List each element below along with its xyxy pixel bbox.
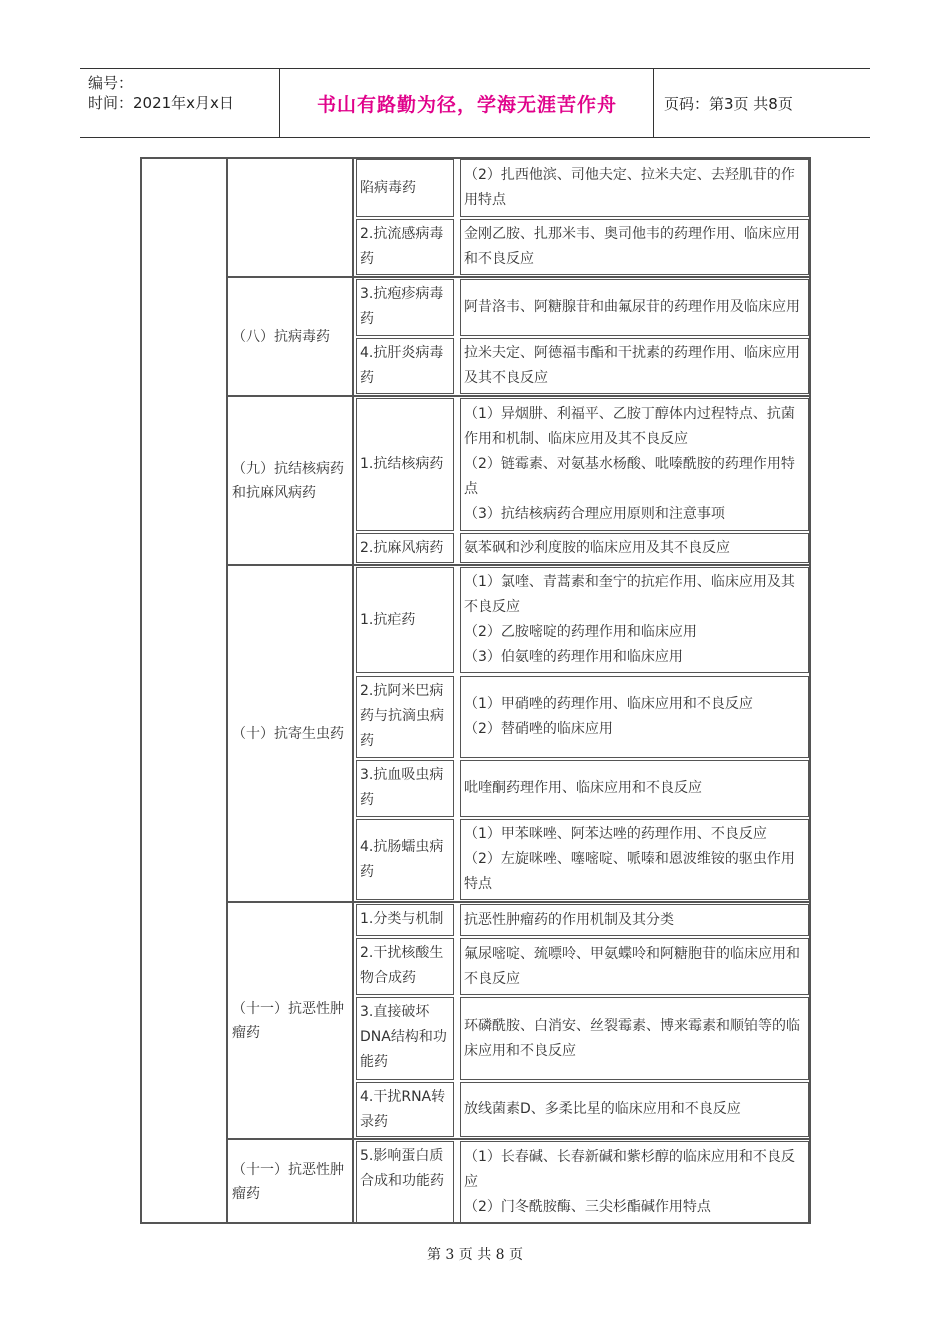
table-row-subject: 4.抗肝炎病毒药 xyxy=(356,338,454,394)
table-row-content: 金刚乙胺、扎那米韦、奥司他韦的药理作用、临床应用和不良反应 xyxy=(460,219,809,275)
table-row-subject: 4.干扰RNA转录药 xyxy=(356,1082,454,1137)
table-row-subject: 1.抗疟药 xyxy=(356,567,454,673)
table-row-content: （2）扎西他滨、司他夫定、拉米夫定、去羟肌苷的作用特点 xyxy=(460,159,809,217)
table-row-subject: 陷病毒药 xyxy=(356,159,454,217)
table-row-subject: 3.抗疱疹病毒药 xyxy=(356,279,454,336)
table-row-content: 环磷酰胺、白消安、丝裂霉素、博来霉素和顺铂等的临床应用和不良反应 xyxy=(460,997,809,1080)
category-label: （十）抗寄生虫药 xyxy=(232,726,344,742)
table-row-content: （1）异烟肼、利福平、乙胺丁醇体内过程特点、抗菌作用和机制、临床应用及其不良反应 （2）链霉素、对氨基水杨酸、吡嗪酰胺的药理作用特点 （3）抗结核病药合理应用原则和注意事项 xyxy=(460,398,809,531)
column-divider xyxy=(226,157,228,1224)
column-divider xyxy=(352,157,354,1224)
category-label: （九）抗结核病药和抗麻风病药 xyxy=(232,461,344,501)
table-row-subject: 5.影响蛋白质合成和功能药 xyxy=(356,1141,454,1223)
table-row-content: 吡喹酮药理作用、临床应用和不良反应 xyxy=(460,760,809,817)
group-divider xyxy=(228,1138,810,1140)
table-row-subject: 2.抗阿米巴病药与抗滴虫病药 xyxy=(356,676,454,758)
table-row-subject: 1.分类与机制 xyxy=(356,904,454,936)
time-label: 时间：2021年x月x日 xyxy=(88,94,234,112)
table-row-subject: 4.抗肠蠕虫病药 xyxy=(356,819,454,900)
group-divider xyxy=(228,395,810,397)
table-row-content: （1）甲硝唑的药理作用、临床应用和不良反应 （2）替硝唑的临床应用 xyxy=(460,676,809,758)
table-row-content: 放线菌素D、多柔比星的临床应用和不良反应 xyxy=(460,1082,809,1137)
category-label: （十一）抗恶性肿瘤药 xyxy=(232,1162,344,1202)
category-label: （八）抗病毒药 xyxy=(232,329,330,345)
table-row-subject: 3.直接破坏DNA结构和功能药 xyxy=(356,997,454,1080)
page-footer: 第 3 页 共 8 页 xyxy=(426,1247,524,1263)
table-row-subject: 3.抗血吸虫病药 xyxy=(356,760,454,817)
table-row-subject: 2.干扰核酸生物合成药 xyxy=(356,938,454,995)
table-row-content: 阿昔洛韦、阿糖腺苷和曲氟尿苷的药理作用及临床应用 xyxy=(460,279,809,336)
motto: 书山有路勤为径，学海无涯苦作舟 xyxy=(281,69,654,137)
table-row-content: （1）长春碱、长春新碱和紫杉醇的临床应用和不良反应 （2）门冬酰胺酶、三尖杉酯碱作用特点 xyxy=(460,1141,809,1223)
table-row-content: （1）氯喹、青蒿素和奎宁的抗疟作用、临床应用及其不良反应 （2）乙胺嘧啶的药理作用和临床应用 （3）伯氨喹的药理作用和临床应用 xyxy=(460,567,809,673)
number-label: 编号： xyxy=(88,74,134,92)
category-label: （十一）抗恶性肿瘤药 xyxy=(232,1001,344,1041)
group-divider xyxy=(228,276,810,278)
table-row-subject: 2.抗麻风病药 xyxy=(356,533,454,563)
table-row-content: 拉米夫定、阿德福韦酯和干扰素的药理作用、临床应用及其不良反应 xyxy=(460,338,809,394)
page-label: 页码：第3页 共8页 xyxy=(664,94,793,113)
table-row-subject: 1.抗结核病药 xyxy=(356,398,454,531)
group-divider xyxy=(228,901,810,903)
table-row-content: 抗恶性肿瘤药的作用机制及其分类 xyxy=(460,904,809,936)
table-row-content: 氨苯砜和沙利度胺的临床应用及其不良反应 xyxy=(460,533,809,563)
header-meta xyxy=(80,69,280,137)
table-row-subject: 2.抗流感病毒药 xyxy=(356,219,454,275)
group-divider xyxy=(228,564,810,566)
table-row-content: 氟尿嘧啶、巯嘌呤、甲氨蝶呤和阿糖胞苷的临床应用和不良反应 xyxy=(460,938,809,995)
table-row-content: （1）甲苯咪唑、阿苯达唑的药理作用、不良反应 （2）左旋咪唑、噻嘧啶、哌嗪和恩波维铵的驱虫作用特点 xyxy=(460,819,809,900)
page-header xyxy=(80,68,870,138)
